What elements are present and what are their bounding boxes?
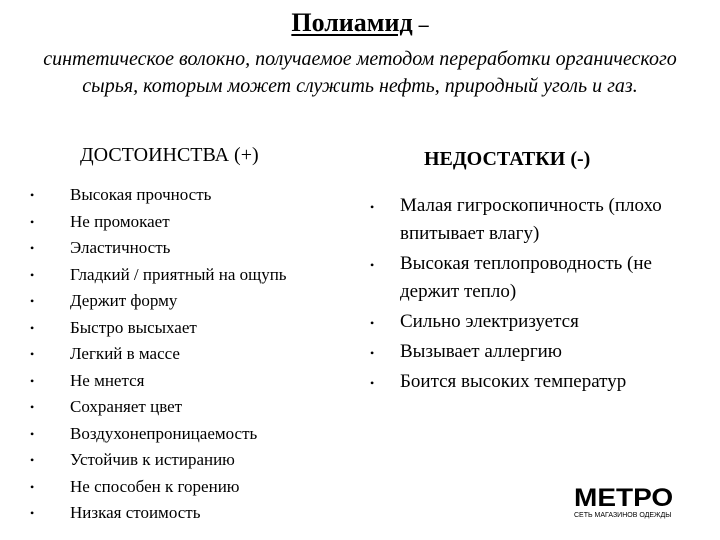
pros-item-text: Держит форму [70,291,178,310]
title-dash: – [418,14,429,36]
cons-item-text: Сильно электризуется [400,311,579,332]
pros-item-text: Быстро высыхает [70,317,197,337]
bullet-icon: • [30,453,35,467]
pros-list [30,182,370,527]
list-item [30,368,370,395]
pros-item-text: Сохраняет цвет [70,397,183,416]
pros-item-text: Низкая стоимость [70,503,201,522]
definition-text: синтетическое волокно, получаемое методом переработки органического сырья, которым может служить нефть, природный уголь и газ. [43,48,677,97]
bullet-icon: • [30,347,35,361]
pros-heading: ДОСТОИНСТВА (+) [80,144,259,166]
pros-item-text: Устойчив к истиранию [70,450,235,469]
list-item [30,262,370,289]
bullet-icon: • [370,200,375,214]
pros-item-text: Легкий в массе [70,344,180,363]
bullet-icon: • [30,294,35,308]
pros-item-text: Не способен к горению [70,476,240,496]
logo-tagline: СЕТЬ МАГАЗИНОВ ОДЕЖДЫ [574,512,672,519]
bullet-icon: • [370,258,375,272]
bullet-icon: • [370,346,375,360]
cons-item-text: Боится высоких температур [400,371,627,392]
list-item [370,368,710,396]
list-item [370,192,710,248]
list-item [30,421,370,448]
pros-item-text: Эластичность [70,238,171,257]
cons-heading: НЕДОСТАТКИ (-) [424,148,591,170]
title-word: Полиамид [291,8,413,37]
list-item [30,182,370,209]
list-item [370,308,710,336]
cons-item-text: Вызывает аллергию [400,341,563,362]
bullet-icon: • [30,214,35,229]
bullet-icon: • [30,506,35,520]
list-item [30,500,370,527]
bullet-icon: • [30,267,35,282]
cons-item-text: Высокая теплопроводность (не держит тепло) [400,253,652,302]
cons-item-text: Малая гигроскопичность (плохо впитывает влагу) [400,195,662,244]
logo-wordmark: МЕТРО [574,484,674,512]
list-item [30,394,370,421]
pros-item-text: Воздухонепроницаемость [70,423,258,443]
bullet-icon: • [370,316,375,330]
bullet-icon: • [30,241,35,255]
list-item [30,447,370,474]
pros-item-text: Высокая прочность [70,185,212,204]
bullet-icon: • [30,400,35,414]
list-item [370,338,710,366]
bullet-icon: • [370,376,375,390]
list-item [30,341,370,368]
list-item [30,235,370,262]
bullet-icon: • [30,426,35,441]
bullet-icon: • [30,320,35,335]
cons-list [370,192,710,398]
list-item [370,250,710,306]
slide-title [0,8,720,38]
list-item [30,209,370,236]
bullet-icon: • [30,188,35,202]
list-item [30,315,370,342]
pros-item-text: Не мнется [70,370,145,390]
list-item [30,474,370,501]
metro-logo [574,486,682,520]
bullet-icon: • [30,479,35,494]
pros-item-text: Не промокает [70,211,170,231]
pros-item-text: Гладкий / приятный на ощупь [70,264,287,284]
bullet-icon: • [30,373,35,388]
list-item [30,288,370,315]
